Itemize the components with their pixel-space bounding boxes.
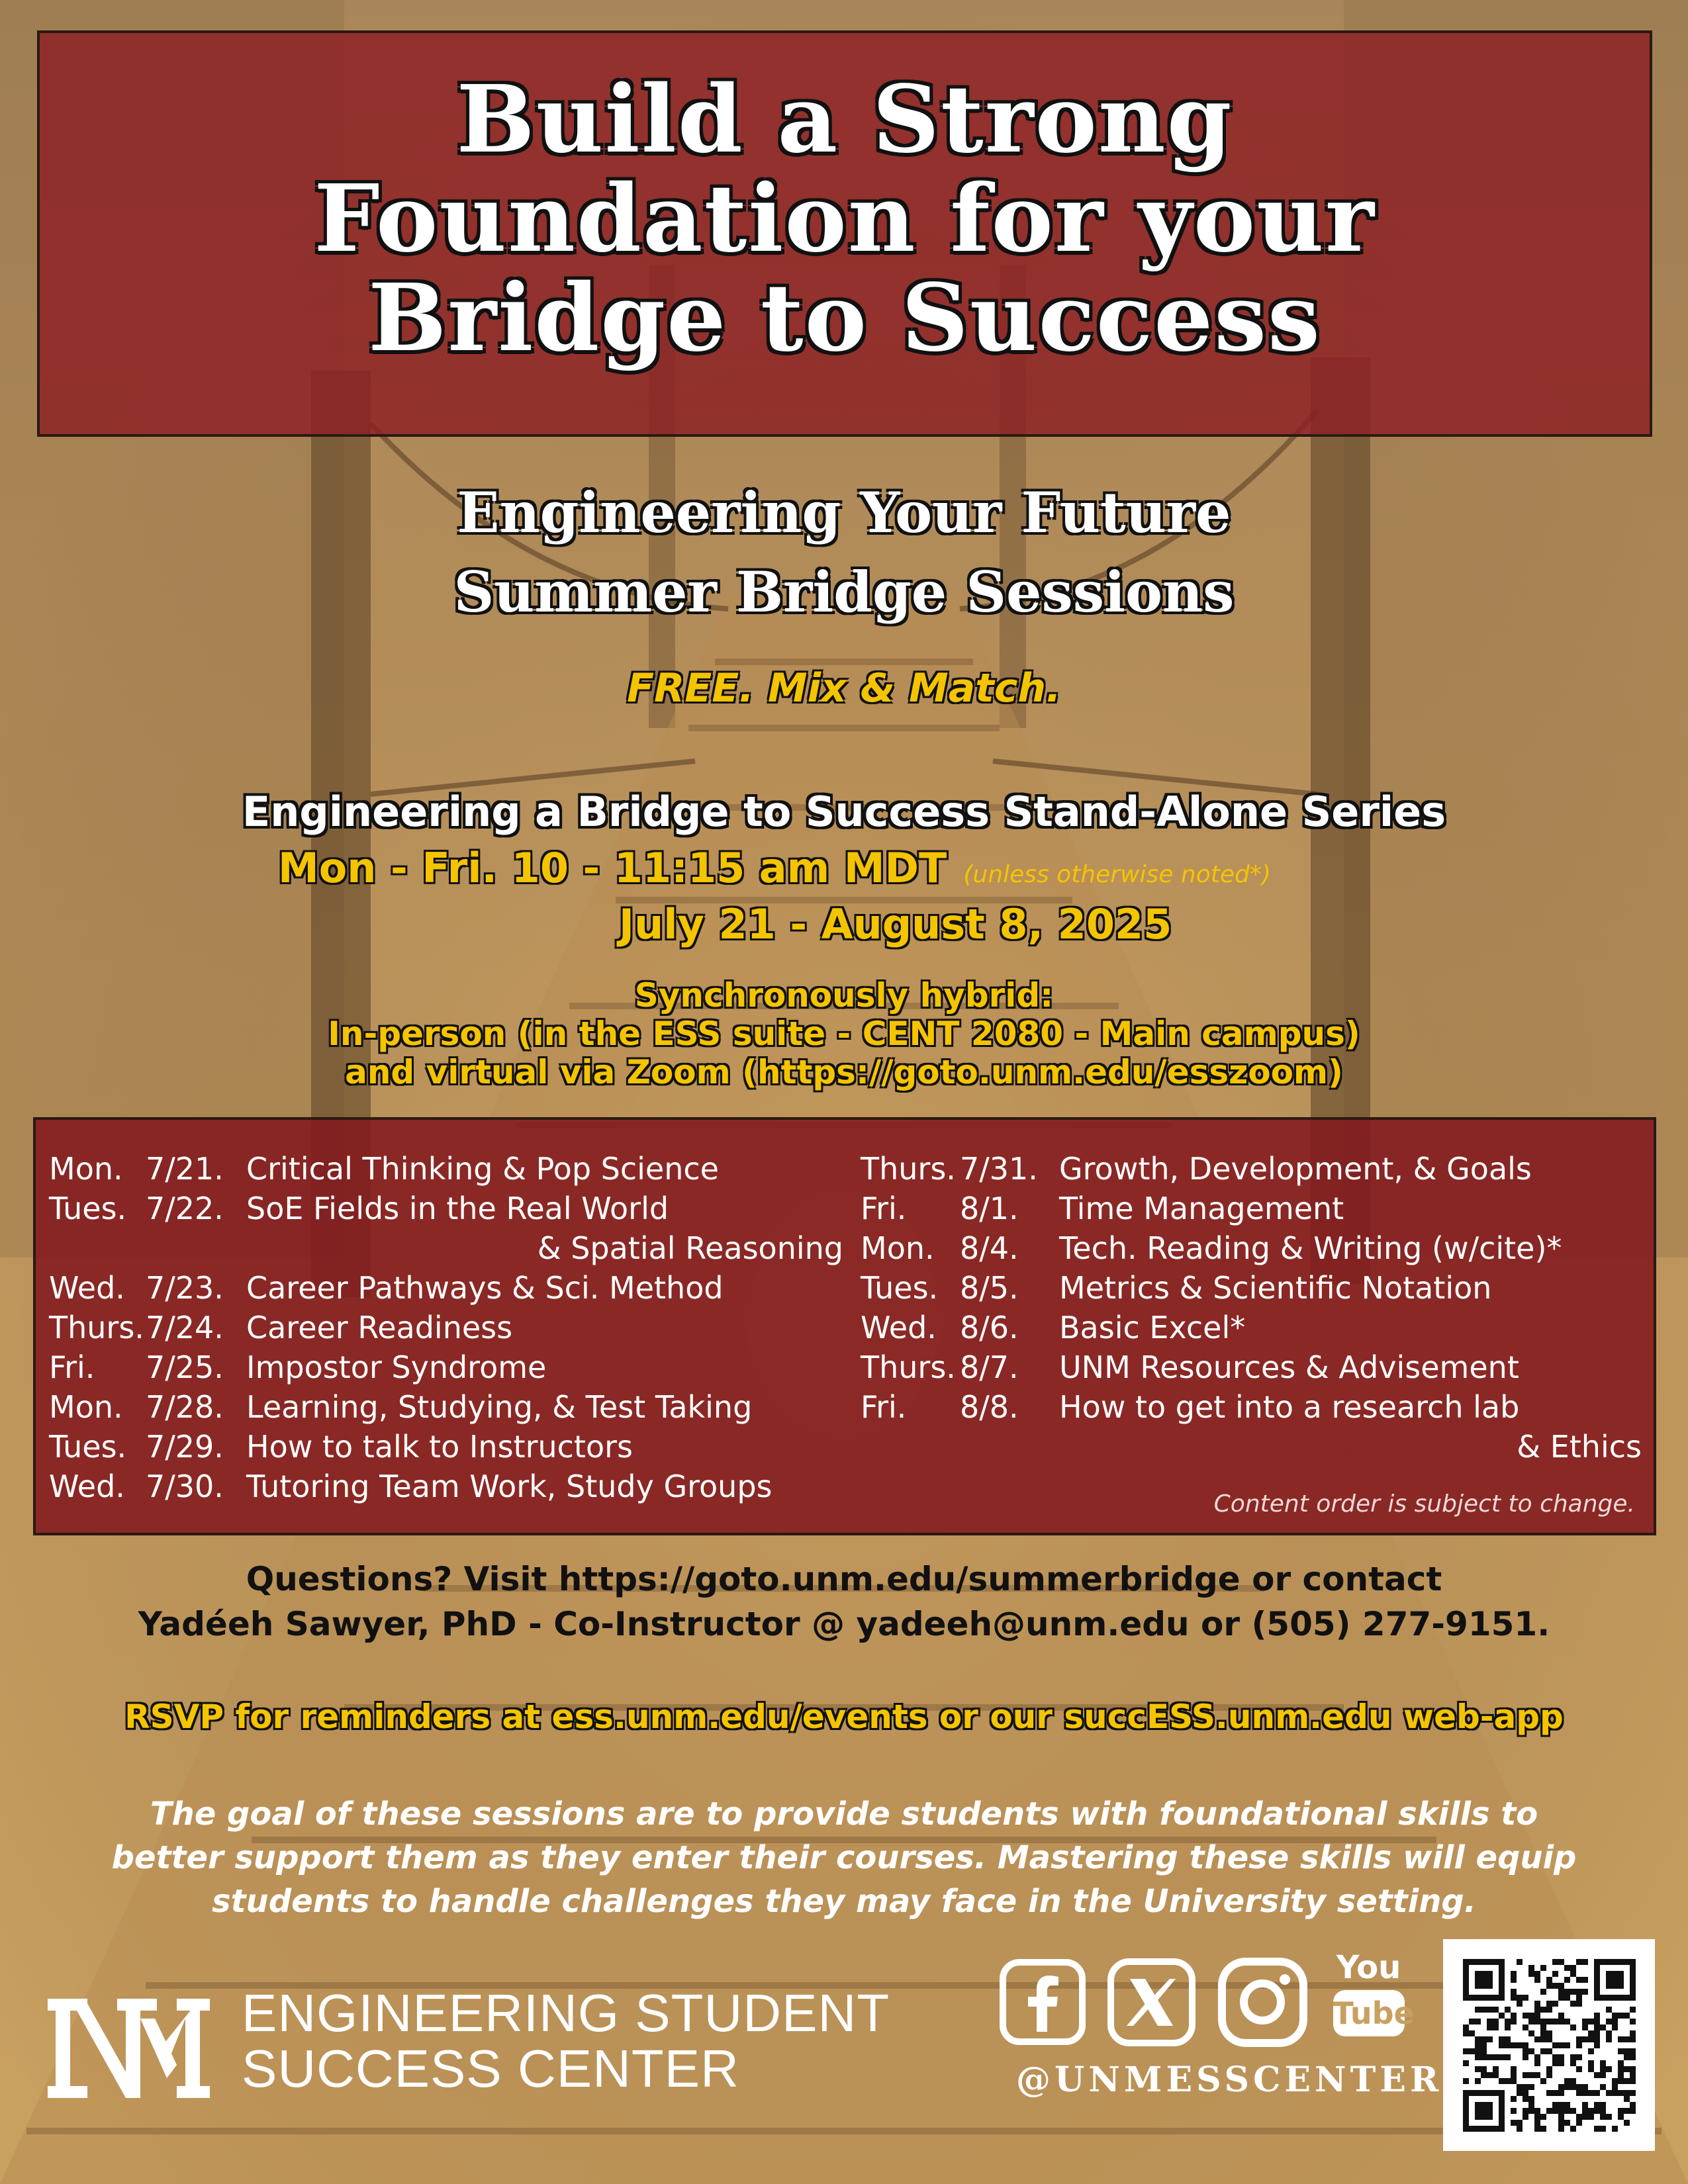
org-line-1: ENGINEERING STUDENT [242, 1983, 890, 2042]
schedule-day: Mon. [861, 1230, 935, 1266]
schedule-date: 8/8. [960, 1389, 1019, 1425]
goal-line-1: The goal of these sessions are to provide students with foundational skills to [150, 1796, 1538, 1833]
delivery-mode [0, 976, 1688, 1091]
mode-line-1: Synchronously hybrid: [634, 976, 1054, 1015]
main-title [40, 66, 1650, 373]
title-line-2: Foundation for your [314, 165, 1376, 273]
x-icon[interactable] [1107, 1958, 1196, 2047]
schedule-day: Wed. [49, 1469, 125, 1504]
title-line-1: Build a Strong [456, 66, 1233, 174]
subtitle-line-2: Summer Bridge Sessions [453, 559, 1235, 625]
schedule-row [49, 1387, 843, 1427]
youtube-you: You [1336, 1949, 1401, 1986]
schedule-day: Fri. [861, 1389, 907, 1425]
youtube-tube-box [1333, 1990, 1415, 2036]
schedule-date: 8/5. [960, 1270, 1019, 1306]
schedule-row-continued [861, 1427, 1642, 1467]
rsvp-link[interactable]: RSVP for reminders at ess.unm.edu/events or our succESS.unm.edu web-app [124, 1698, 1564, 1736]
schedule-topic: How to talk to Instructors [246, 1429, 633, 1465]
schedule-date: 8/4. [960, 1230, 1019, 1266]
mode-line-2: In-person (in the ESS suite - CENT 2080 - Main campus) [328, 1015, 1360, 1053]
schedule-topic: Learning, Studying, & Test Taking [246, 1389, 753, 1425]
schedule-row [49, 1189, 843, 1228]
title-banner [37, 30, 1652, 437]
social-handle[interactable]: @UNMESSCENTER [1016, 2060, 1443, 2100]
title-line-3: Bridge to Success [368, 264, 1321, 373]
schedule-topic: UNM Resources & Advisement [1059, 1349, 1519, 1385]
schedule-row [49, 1347, 843, 1387]
schedule-row [861, 1347, 1642, 1387]
schedule-topic: SoE Fields in the Real World [246, 1191, 669, 1226]
schedule-right-column [861, 1149, 1642, 1467]
schedule-date: 7/21. [146, 1151, 224, 1187]
session-time-note: (unless otherwise noted*) [963, 861, 1271, 888]
mode-line-3: and virtual via Zoom (https://goto.unm.edu/esszoom) [345, 1053, 1343, 1091]
schedule-topic: Tech. Reading & Writing (w/cite)* [1059, 1230, 1562, 1266]
schedule-date: 7/29. [146, 1429, 224, 1465]
session-time: Mon - Fri. 10 - 11:15 am MDT [278, 844, 947, 892]
session-time-line [278, 844, 1271, 892]
schedule-row [49, 1308, 843, 1347]
schedule-day: Tues. [49, 1191, 127, 1226]
schedule-day: Tues. [49, 1429, 127, 1465]
schedule-topic: Growth, Development, & Goals [1059, 1151, 1532, 1187]
schedule-left-column [49, 1149, 843, 1506]
schedule-topic: Impostor Syndrome [246, 1349, 547, 1385]
schedule-day: Fri. [49, 1349, 95, 1385]
schedule-topic: How to get into a research lab [1059, 1389, 1520, 1425]
schedule-row [861, 1387, 1642, 1427]
contact-line-1: Questions? Visit https://goto.unm.edu/summerbridge or contact [246, 1560, 1442, 1598]
schedule-topic: Tutoring Team Work, Study Groups [246, 1469, 773, 1504]
schedule-day: Wed. [49, 1270, 125, 1306]
schedule-date: 7/23. [146, 1270, 224, 1306]
schedule-day: Tues. [861, 1270, 939, 1306]
goal-line-3: students to handle challenges they may face in the University setting. [212, 1883, 1476, 1920]
schedule-day: Mon. [49, 1151, 123, 1187]
org-name [242, 1985, 890, 2097]
schedule-day: Wed. [861, 1310, 937, 1345]
schedule-date: 8/1. [960, 1191, 1019, 1226]
goal-statement [0, 1792, 1688, 1923]
qr-code-icon[interactable] [1443, 1939, 1655, 2151]
schedule-date: 7/24. [146, 1310, 224, 1345]
schedule-day: Fri. [861, 1191, 907, 1226]
schedule-topic: Basic Excel* [1059, 1310, 1246, 1345]
session-dates: July 21 - August 8, 2025 [619, 900, 1172, 948]
schedule-topic: Career Readiness [246, 1310, 513, 1345]
schedule-topic-continued: & Ethics [1517, 1429, 1642, 1465]
instagram-icon[interactable] [1218, 1958, 1307, 2047]
schedule-row [861, 1189, 1642, 1228]
schedule-row [861, 1228, 1642, 1268]
unm-logo-icon [41, 1992, 213, 2105]
schedule-row [861, 1308, 1642, 1347]
youtube-tube: Tube [1333, 1995, 1415, 2031]
schedule-row-continued [49, 1228, 843, 1268]
schedule-row [49, 1427, 843, 1467]
goal-line-2: better support them as they enter their courses. Mastering these skills will equip [111, 1839, 1577, 1876]
schedule-topic: Metrics & Scientific Notation [1059, 1270, 1492, 1306]
contact-line-2: Yadéeh Sawyer, PhD - Co-Instructor @ yadeeh@unm.edu or (505) 277-9151. [138, 1605, 1550, 1643]
tagline: FREE. Mix & Match. [627, 665, 1061, 711]
schedule-row [861, 1149, 1642, 1189]
schedule-row [49, 1268, 843, 1308]
youtube-icon[interactable] [1331, 1949, 1415, 2048]
schedule-day: Thurs. [861, 1349, 956, 1385]
schedule-row [49, 1467, 843, 1506]
schedule-row [49, 1149, 843, 1189]
schedule-day: Mon. [49, 1389, 123, 1425]
subtitle-line-1: Engineering Your Future [457, 480, 1231, 545]
schedule-topic-continued: & Spatial Reasoning [537, 1230, 843, 1266]
schedule-topic: Critical Thinking & Pop Science [246, 1151, 719, 1187]
schedule-row [861, 1268, 1642, 1308]
contact-info [0, 1557, 1688, 1647]
schedule-date: 7/22. [146, 1191, 224, 1226]
schedule-note: Content order is subject to change. [1213, 1490, 1635, 1518]
schedule-topic: Career Pathways & Sci. Method [246, 1270, 724, 1306]
schedule-date: 7/30. [146, 1469, 224, 1504]
schedule-topic: Time Management [1059, 1191, 1344, 1226]
schedule-day: Thurs. [49, 1310, 144, 1345]
schedule-date: 7/28. [146, 1389, 224, 1425]
schedule-date: 8/6. [960, 1310, 1019, 1345]
schedule-day: Thurs. [861, 1151, 956, 1187]
schedule-date: 8/7. [960, 1349, 1019, 1385]
schedule-date: 7/31. [960, 1151, 1038, 1187]
facebook-icon[interactable] [1000, 1959, 1086, 2045]
logo-text: UNM [120, 2053, 122, 2054]
series-title: Engineering a Bridge to Success Stand-Alone Series [242, 788, 1446, 836]
org-line-2: SUCCESS CENTER [242, 2039, 739, 2098]
subtitle [0, 473, 1688, 632]
schedule-date: 7/25. [146, 1349, 224, 1385]
